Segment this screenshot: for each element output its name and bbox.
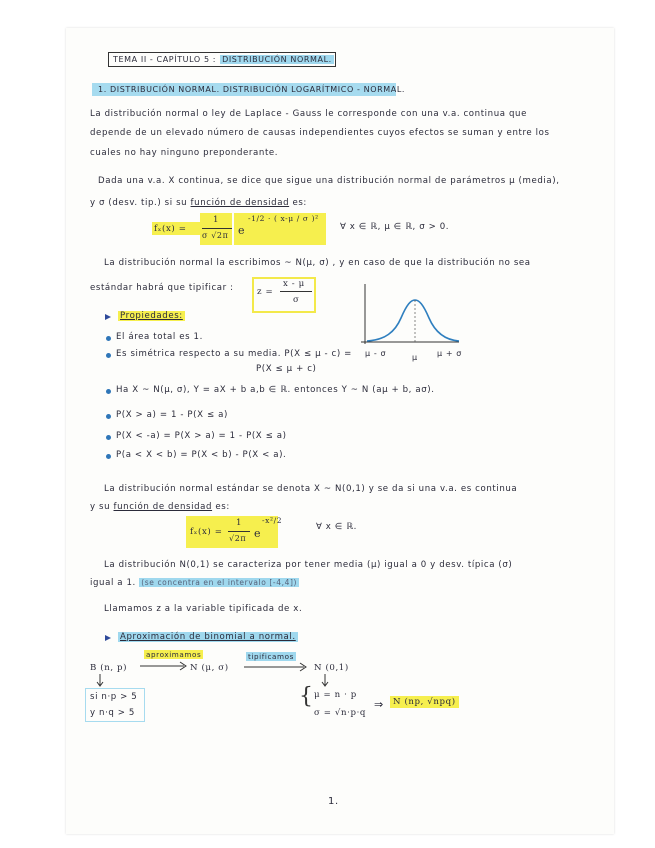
z-num: x - μ [283, 279, 305, 289]
gaussian-curve [367, 300, 459, 341]
props-title: Propiedades: [120, 311, 183, 321]
implies-arrow-icon: ⇒ [374, 698, 384, 711]
intro-line-3: cuales no hay ninguno preponderante. [90, 148, 279, 158]
std-frac-den: √2π [229, 534, 247, 543]
bullet-icon [106, 336, 111, 341]
bullet-icon [106, 435, 111, 440]
brace: { [299, 684, 314, 709]
chapter-title-topic: DISTRIBUCIÓN NORMAL. [222, 55, 332, 64]
normal-ms-label: N (μ, σ) [190, 663, 229, 673]
props-arrow-icon [105, 314, 111, 320]
mu-formula: μ = n · p [314, 690, 357, 700]
def-exp-power: -1/2 · ( x-μ / σ )² [248, 214, 319, 223]
intro-line-1: La distribución normal o ley de Laplace - Gauss le corresponde con una v.a. continua que [90, 109, 527, 119]
z-left: z = [257, 287, 274, 297]
section-1-title: 1. DISTRIBUCIÓN NORMAL. DISTRIBUCIÓN LOGARÍTMICO - NORMAL. [98, 85, 406, 94]
def-frac-den: σ √2π [202, 231, 229, 240]
std-exp-power: -x²/2 [262, 516, 283, 525]
normal-01-label: N (0,1) [314, 663, 349, 673]
def-conditions: ∀ x ∈ ℝ, μ ∈ ℝ, σ > 0. [340, 222, 450, 232]
def-frac-bar [202, 228, 232, 229]
standard-line-2: estándar habrá que tipificar : [90, 283, 234, 293]
std-frac-bar [228, 531, 250, 532]
bullet-icon [106, 389, 111, 394]
n01-line-1: La distribución N(0,1) se caracteriza por tener media (μ) igual a 0 y desv. típica (σ) [104, 560, 513, 570]
std-normal-line-2: y su función de densidad es: [90, 502, 230, 512]
def-line-1: Dada una v.a. X continua, se dice que sigue una distribución normal de parámetros μ (media), [98, 176, 560, 186]
prop-5: P(X < -a) = P(X > a) = 1 - P(X ≤ a) [116, 431, 287, 441]
binomial-label: B (n, p) [90, 663, 128, 673]
intro-line-2: depende de un elevado número de causas independientes cuyos efectos se suman y entre los [90, 128, 550, 138]
standard-line-1: La distribución normal la escribimos ~ N(μ, σ) , y en caso de que la distribución no sea [104, 258, 531, 268]
arrow-down-icon [96, 674, 104, 688]
std-exp-base: e [254, 527, 262, 540]
arrow-label-approximate: aproximamos [146, 650, 202, 659]
condition-np: si n·p > 5 [90, 692, 138, 702]
chapter-title-box [108, 52, 336, 67]
std-conditions: ∀ x ∈ ℝ. [316, 522, 357, 532]
graph-label-left: μ - σ [365, 349, 387, 358]
sigma-formula: σ = √n·p·q [314, 708, 367, 718]
graph-label-mid: μ [412, 353, 418, 362]
condition-nq: y n·q > 5 [90, 708, 135, 718]
z-call-line: Llamamos z a la variable tipificada de x. [104, 604, 303, 614]
prop-4: P(X > a) = 1 - P(X ≤ a) [116, 410, 228, 420]
def-frac-num: 1 [213, 215, 220, 225]
prop-3: Ha X ~ N(μ, σ), Y = aX + b a,b ∈ ℝ. entonces Y ~ N (aμ + b, aσ). [116, 385, 435, 395]
def-exp-base: e [238, 224, 246, 237]
std-fx: fₓ(x) = [190, 527, 223, 537]
bullet-icon [106, 454, 111, 459]
approx-arrow-icon [105, 635, 111, 641]
def-fx: fₓ(x) = [154, 224, 187, 234]
chapter-title: TEMA II - CAPÍTULO 5 : [113, 55, 217, 64]
n01-line-2: igual a 1. (se concentra en el intervalo [-4,4]) [90, 578, 298, 588]
prop-6: P(a < X < b) = P(X < b) - P(X < a). [116, 450, 287, 460]
prop-1: El área total es 1. [116, 332, 203, 342]
std-normal-line-1: La distribución normal estándar se denota X ~ N(0,1) y se da si una v.a. es continua [104, 484, 518, 494]
page-number: 1. [328, 796, 339, 807]
section-1-heading [92, 83, 406, 96]
bullet-icon [106, 414, 111, 419]
arrow-right-icon [244, 662, 308, 672]
arrow-right-icon [140, 661, 188, 671]
approx-result: N (np, √npq) [390, 696, 459, 708]
bullet-icon [106, 353, 111, 358]
arrow-label-standardize: tipificamos [248, 652, 295, 661]
z-frac-bar [280, 291, 312, 292]
graph-label-right: μ + σ [437, 349, 462, 358]
def-line-2: y σ (desv. tip.) si su función de densidad es: [90, 198, 307, 208]
arrow-down-icon [321, 674, 329, 688]
approx-title: Aproximación de binomial a normal. [120, 632, 296, 642]
std-frac-num: 1 [236, 518, 243, 528]
z-den: σ [293, 295, 300, 305]
prop-2: Es simétrica respecto a su media. P(X ≤ μ - c) = [116, 349, 352, 359]
prop-2b: P(X ≤ μ + c) [256, 364, 317, 374]
